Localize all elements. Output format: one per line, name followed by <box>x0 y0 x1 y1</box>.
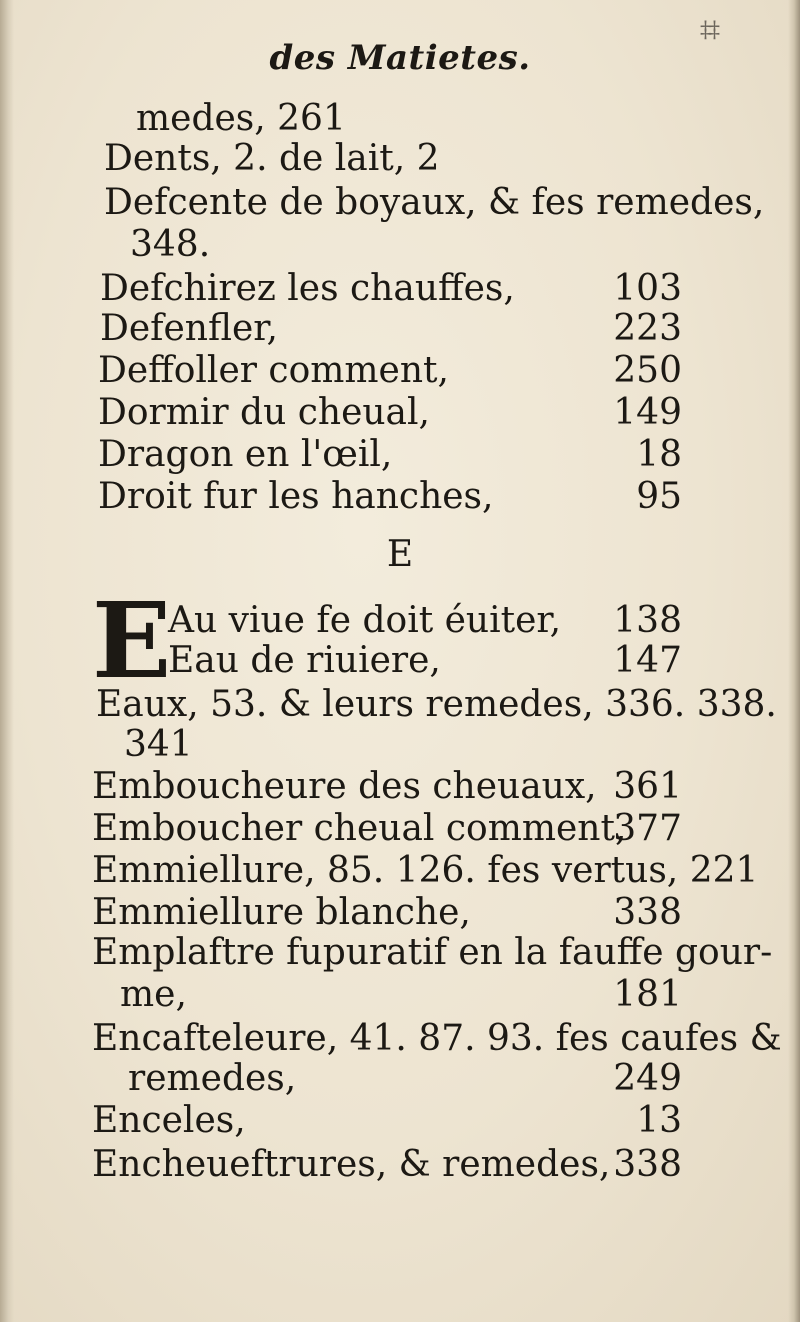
index-entry <box>0 1098 800 1144</box>
entry-page: 103 <box>613 268 682 309</box>
entry-text: Emmiellure blanche, <box>92 892 471 933</box>
entry-page: 18 <box>636 434 682 475</box>
index-entry <box>0 806 800 852</box>
index-entry <box>0 180 800 226</box>
entry-text: 348. <box>130 224 211 265</box>
entry-text: Deffoller comment, <box>98 350 449 391</box>
library-stamp-mark: ‡‡ <box>700 18 718 43</box>
entry-page: 377 <box>613 808 682 849</box>
index-entry <box>0 1056 800 1102</box>
index-entry <box>0 930 800 976</box>
entry-text: Dragon en l'œil, <box>98 434 393 475</box>
entry-page: 138 <box>613 600 682 641</box>
index-entry <box>0 306 800 352</box>
section-letter: E <box>386 534 414 575</box>
index-entry <box>0 390 800 436</box>
drop-cap: E <box>92 579 172 702</box>
entry-text: Defchirez les chauffes, <box>100 268 515 309</box>
entry-text: Eaux, 53. & leurs remedes, 336. 338. <box>96 684 777 725</box>
entry-text: me, <box>120 974 187 1015</box>
entry-page: 338 <box>613 892 682 933</box>
running-header: des Matietes. <box>269 38 531 78</box>
entry-text: Dents, 2. de lait, 2 <box>104 138 440 179</box>
entry-page: 338 <box>613 1144 682 1185</box>
entry-text: Encheueftrures, & remedes, <box>92 1144 611 1185</box>
entry-page: 149 <box>613 392 682 433</box>
entry-text: Droit fur les hanches, <box>98 476 494 517</box>
entry-text: Enceles, <box>92 1100 246 1141</box>
index-entry <box>0 136 800 182</box>
index-entry <box>0 848 800 894</box>
index-entry <box>0 764 800 810</box>
entry-page: 249 <box>613 1058 682 1099</box>
entry-page: 181 <box>613 974 682 1015</box>
entry-page: 13 <box>636 1100 682 1141</box>
index-entry <box>0 432 800 478</box>
entry-text: Defenfler, <box>100 308 278 349</box>
entry-page: 250 <box>613 350 682 391</box>
entry-page: 361 <box>613 766 682 807</box>
entry-page: 223 <box>613 308 682 349</box>
entry-text: Emboucher cheual comment, <box>92 808 627 849</box>
index-entry <box>0 222 800 268</box>
entry-text: Defcente de boyaux, & fes remedes, <box>104 182 765 223</box>
entry-text: Emboucheure des cheuaux, <box>92 766 597 807</box>
entry-text: medes, 261 <box>136 98 346 139</box>
index-entry <box>0 474 800 520</box>
index-entry <box>0 722 800 768</box>
entry-text: Eau de riuiere, <box>168 640 441 681</box>
entry-text: Emplaftre fupuratif en la fauffe gour- <box>92 932 773 973</box>
entry-text: Au viue fe doit éuiter, <box>168 600 562 641</box>
entry-text: Emmiellure, 85. 126. fes vertus, 221 <box>92 850 759 891</box>
entry-text: remedes, <box>128 1058 297 1099</box>
index-entry <box>0 348 800 394</box>
entry-text: 341 <box>124 724 193 765</box>
entry-page: 147 <box>613 640 682 681</box>
entry-text: Dormir du cheual, <box>98 392 430 433</box>
entry-text: Encafteleure, 41. 87. 93. fes caufes & <box>92 1018 782 1059</box>
index-entry <box>0 638 800 684</box>
index-entry <box>0 1142 800 1188</box>
index-entry <box>0 972 800 1018</box>
entry-page: 95 <box>636 476 682 517</box>
